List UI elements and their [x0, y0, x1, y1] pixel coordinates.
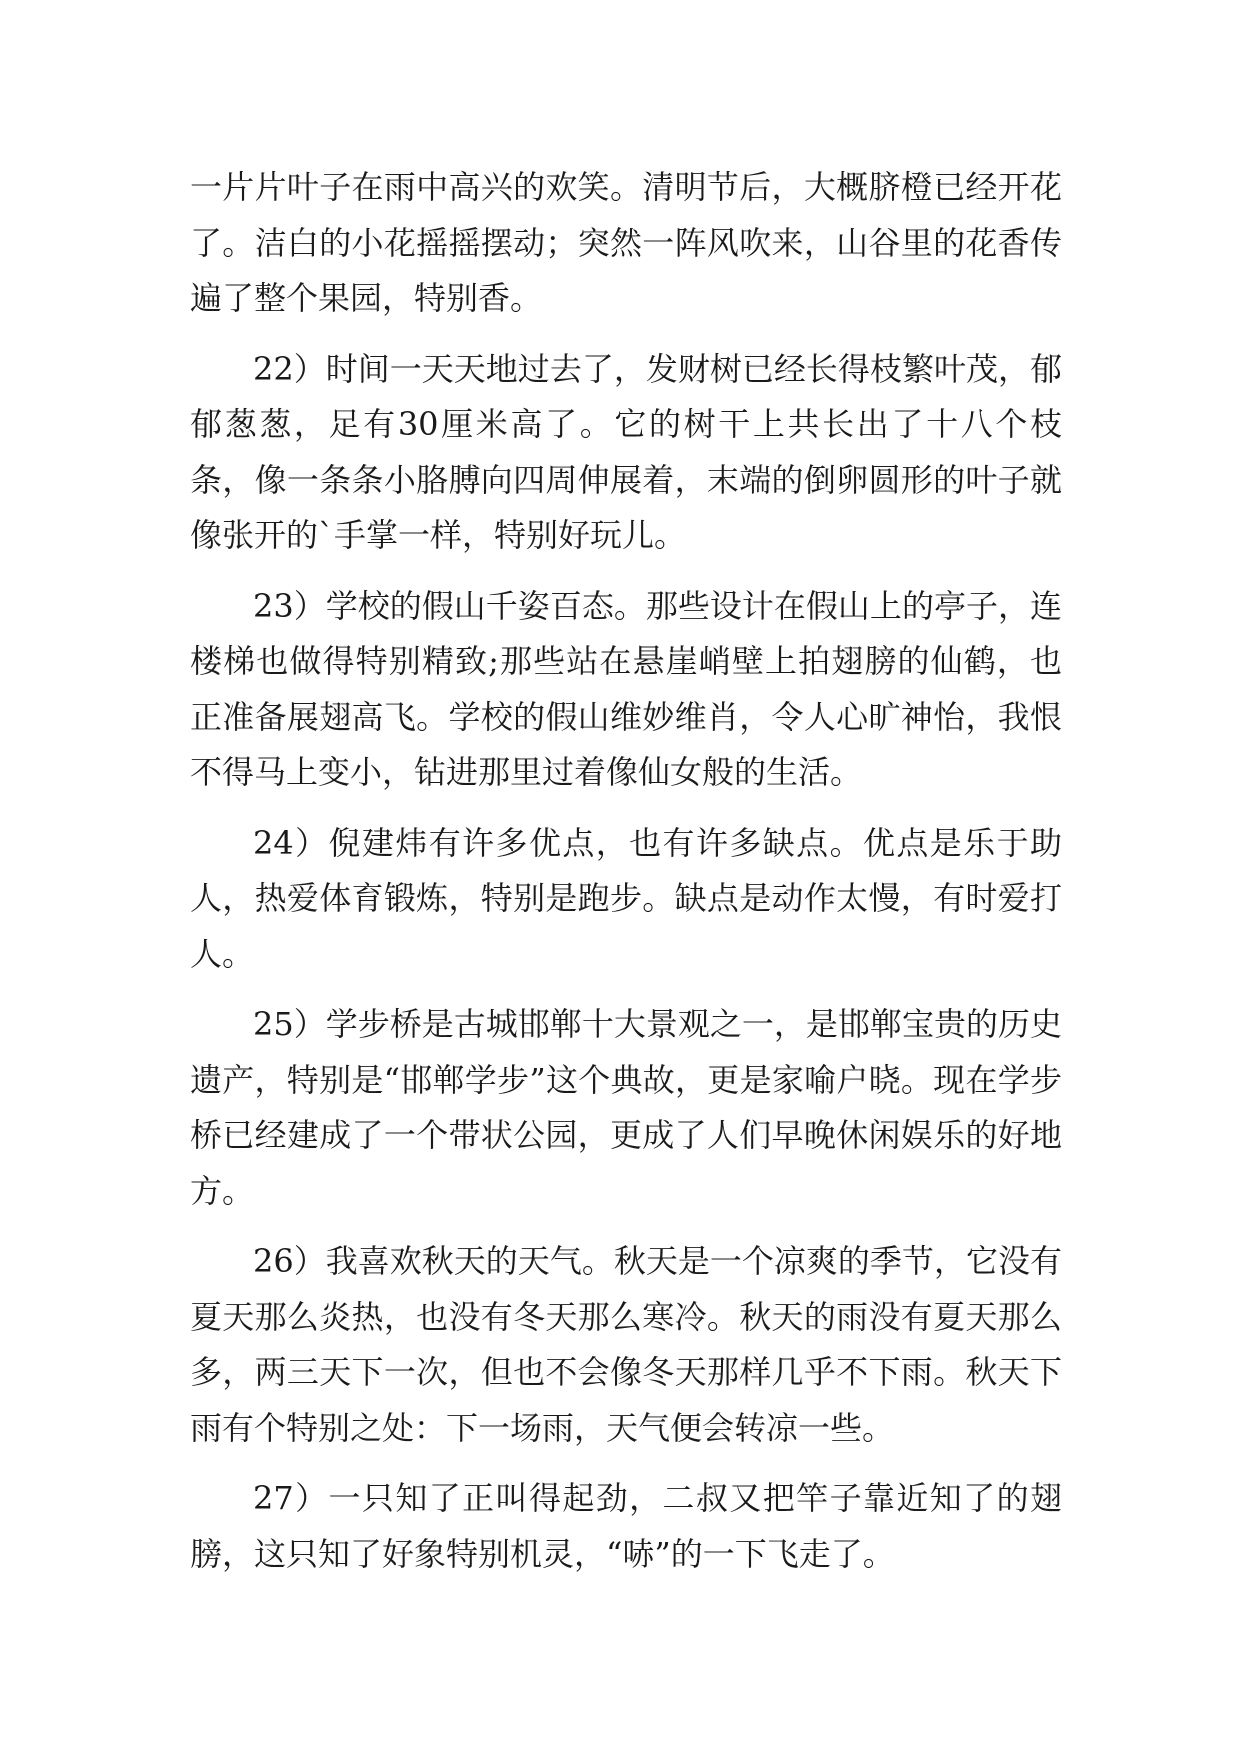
paragraph-27: 27）一只知了正叫得起劲，二叔又把竿子靠近知了的翅膀，这只知了好象特别机灵，“哧”的一下飞走了。	[190, 1479, 1062, 1573]
paragraph-24: 24）倪建炜有许多优点，也有许多缺点。优点是乐于助人，热爱体育锻炼，特别是跑步。缺点是动作太慢，有时爱打人。	[190, 823, 1062, 973]
paragraph-continuation: 一片片叶子在雨中高兴的欢笑。清明节后，大概脐橙已经开花了。洁白的小花摇摇摆动；突然一阵风吹来，山谷里的花香传遍了整个果园，特别香。	[190, 168, 1062, 317]
paragraph-26: 26）我喜欢秋天的天气。秋天是一个凉爽的季节，它没有夏天那么炎热，也没有冬天那么寒冷。秋天的雨没有夏天那么多，两三天下一次，但也不会像冬天那样几乎不下雨。秋天下雨有个特别之处：下一场雨，天气便会转凉一些。	[190, 1242, 1062, 1447]
paragraph-25: 25）学步桥是古城邯郸十大景观之一，是邯郸宝贵的历史遗产，特别是“邯郸学步”这个典故，更是家喻户晓。现在学步桥已经建成了一个带状公园，更成了人们早晚休闲娱乐的好地方。	[190, 1005, 1062, 1210]
document-body	[190, 160, 1062, 1582]
paragraph-22: 22）时间一天天地过去了，发财树已经长得枝繁叶茂，郁郁葱葱，足有30厘米高了。它的树干上共长出了十八个枝条，像一条条小胳膊向四周伸展着，末端的倒卵圆形的叶子就像张开的`手掌一样，特别好玩儿。	[190, 349, 1062, 554]
paragraph-23: 23）学校的假山千姿百态。那些设计在假山上的亭子，连楼梯也做得特别精致;那些站在悬崖峭壁上拍翅膀的仙鹤，也正准备展翅高飞。学校的假山维妙维肖，令人心旷神怡，我恨不得马上变小，钻进那里过着像仙女般的生活。	[190, 586, 1062, 791]
